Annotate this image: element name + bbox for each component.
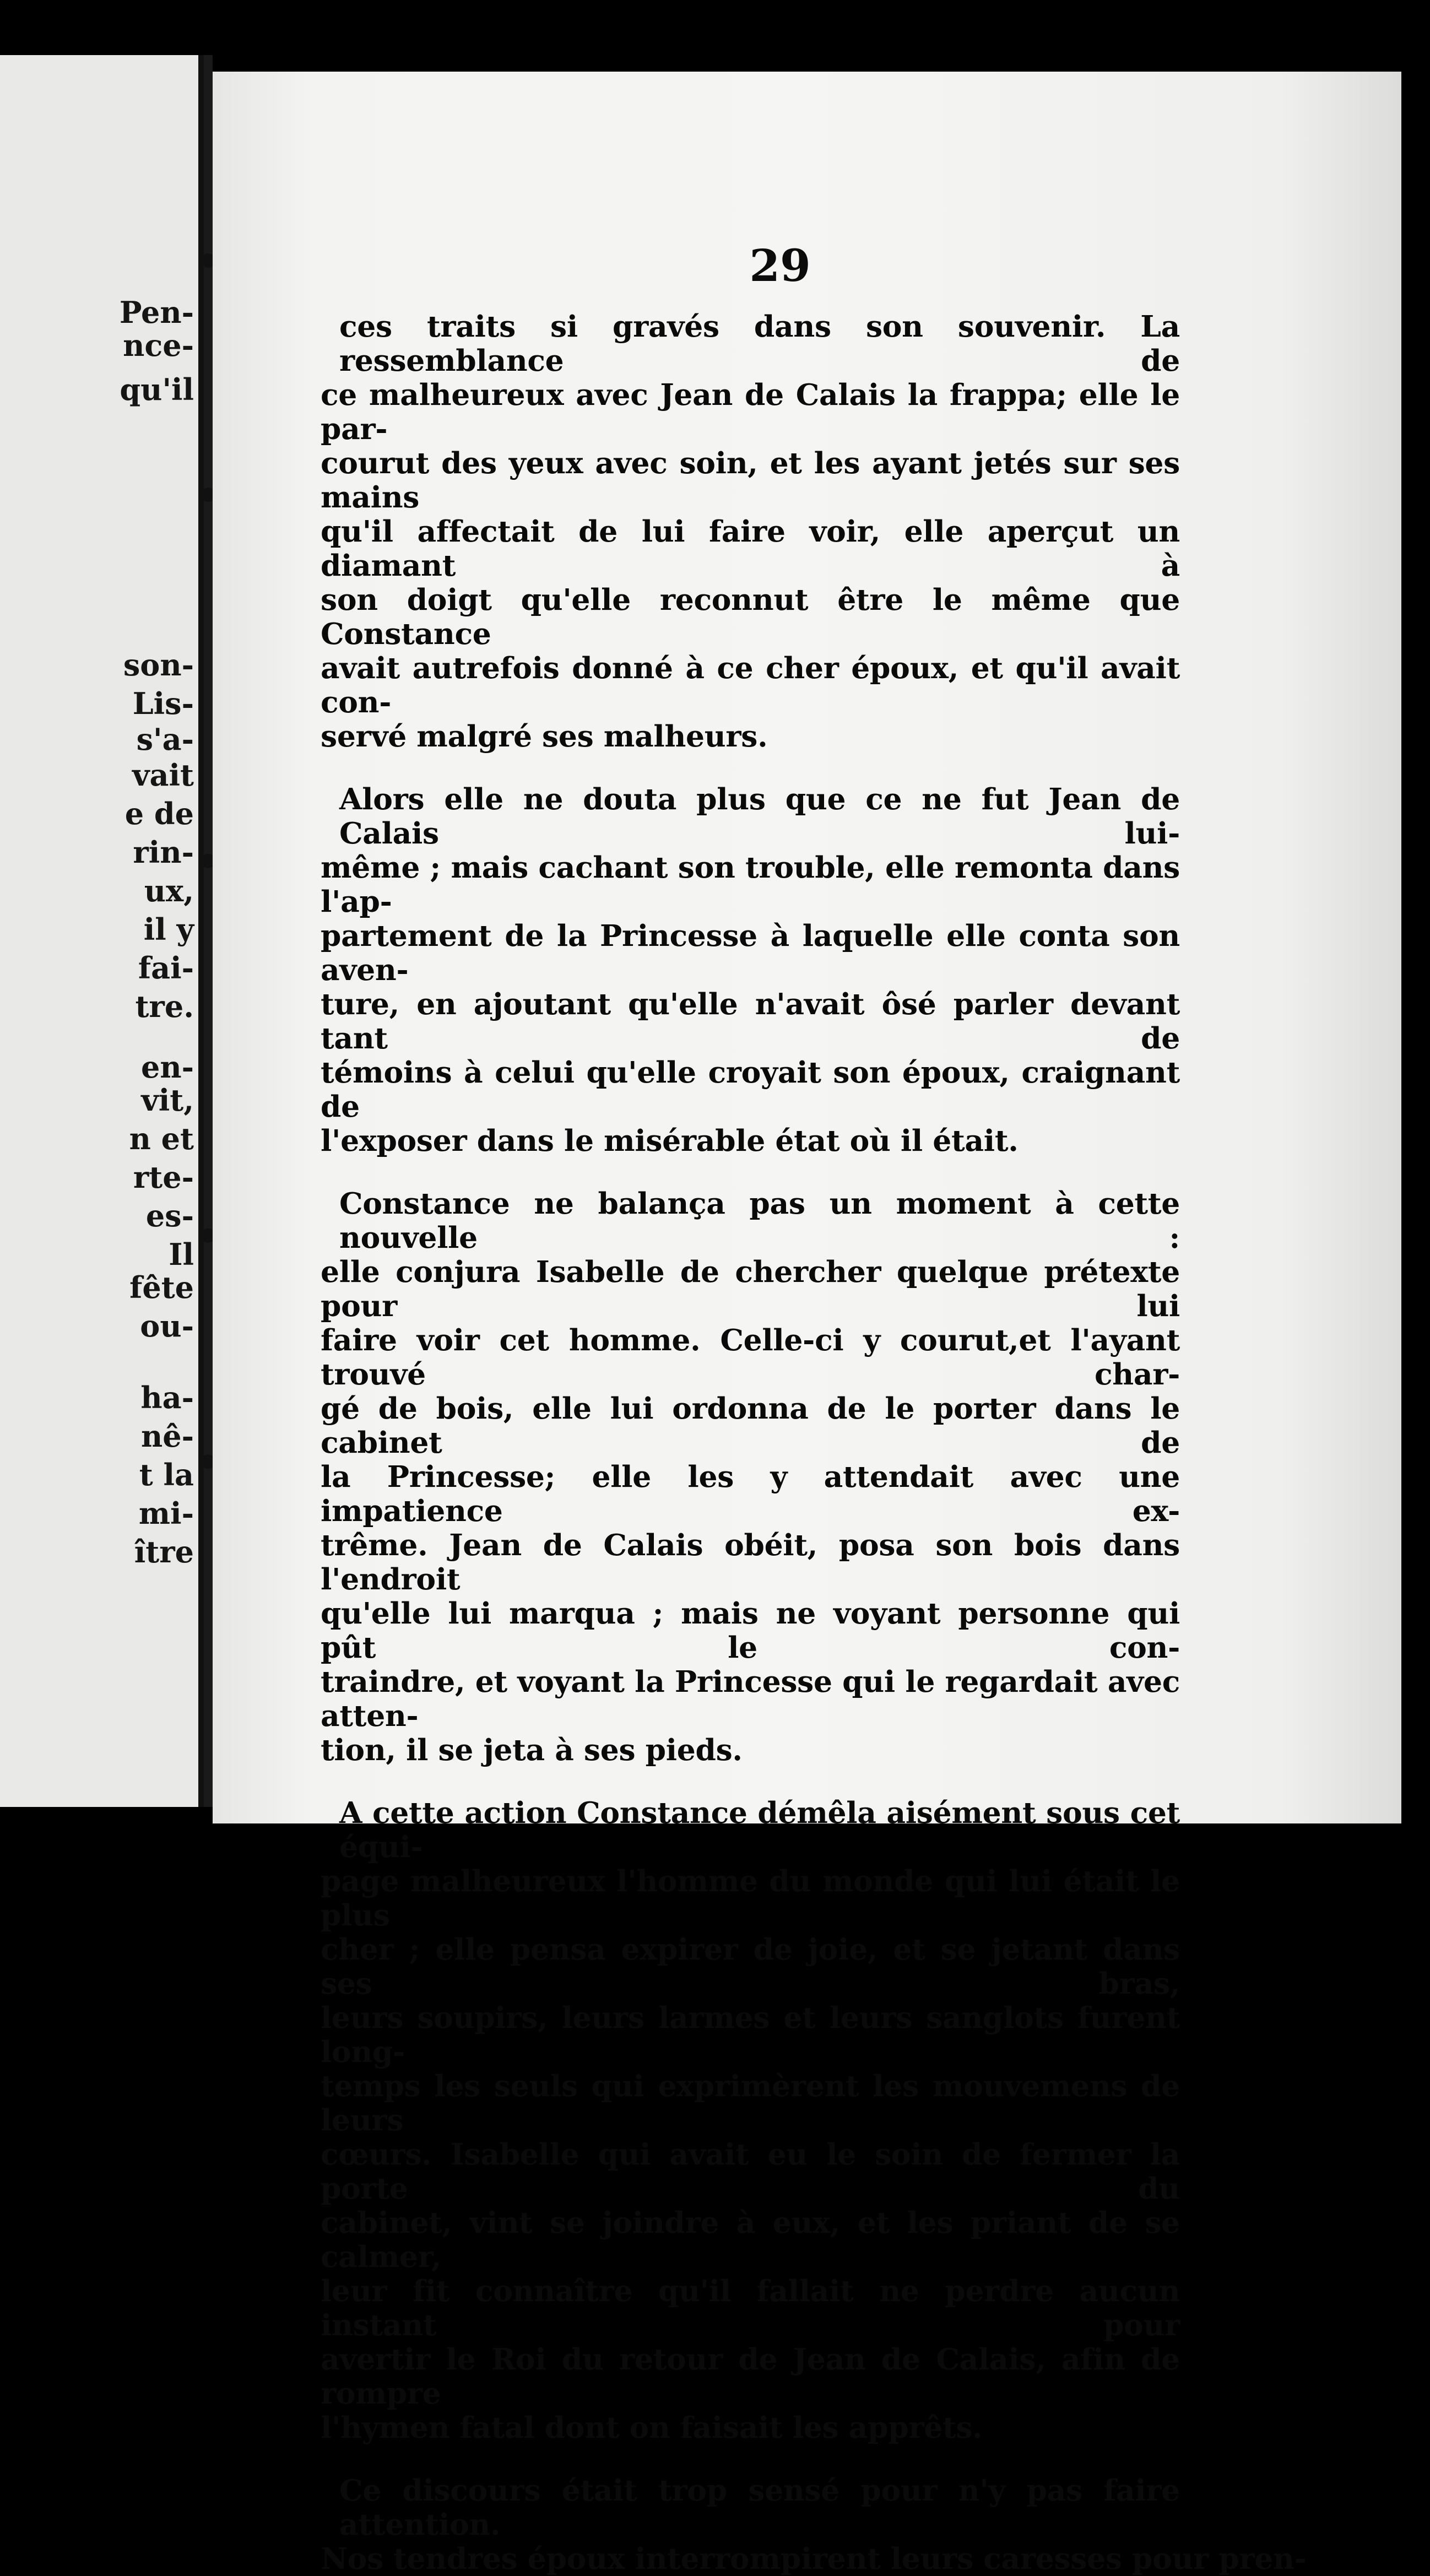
left-page-fragment: nê- <box>140 1419 194 1454</box>
left-page-fragment: ître <box>134 1534 194 1570</box>
text-line: temps les seuls qui exprimèrent les mouvemens de leurs <box>321 2069 1180 2137</box>
text-line: même ; mais cachant son trouble, elle remonta dans l'ap- <box>321 850 1180 919</box>
text-line: ce malheureux avec Jean de Calais la frappa; elle le par- <box>321 377 1180 446</box>
left-page-fragment: n et <box>129 1121 194 1156</box>
text-line: cœurs. Isabelle qui avait eu le soin de fermer la porte du <box>321 2137 1180 2206</box>
text-line: avait autrefois donné à ce cher époux, et qu'il avait con- <box>321 651 1180 719</box>
right-page <box>213 72 1401 2576</box>
text-line: l'exposer dans le misérable état où il était. <box>321 1123 1019 1158</box>
text-line: trême. Jean de Calais obéit, posa son bois dans l'endroit <box>321 1528 1180 1597</box>
left-page-fragment: nce- <box>123 328 194 363</box>
left-page-fragment: es- <box>145 1198 194 1233</box>
text-line: faire voir cet homme. Celle-ci y courut,et l'ayant trouvé char- <box>321 1323 1180 1392</box>
left-page-fragment: mi- <box>138 1496 194 1531</box>
left-page-fragment: il y <box>143 912 194 947</box>
paragraph-gap <box>321 1767 1180 1796</box>
left-page-fragment: fête <box>129 1270 194 1305</box>
text-line: Alors elle ne douta plus que ce ne fut Jean de Calais lui- <box>339 782 1180 851</box>
text-line: Constance ne balança pas un moment à cette nouvelle : <box>339 1186 1180 1255</box>
left-page <box>0 55 204 1807</box>
text-line: partement de la Princesse à laquelle elle conta son aven- <box>321 918 1180 987</box>
text-line: son doigt qu'elle reconnut être le même que Constance <box>321 582 1180 651</box>
text-line: ces traits si gravés dans son souvenir. La ressemblance de <box>339 309 1180 378</box>
text-line: page malheureux l'homme du monde qui lui était le plus <box>321 1864 1180 1933</box>
text-line: Ce discours était trop sensé pour n'y pas faire attention. <box>339 2473 1180 2542</box>
left-page-fragment: t la <box>139 1457 194 1492</box>
left-page-fragment: e de <box>124 796 194 831</box>
left-page-fragment: s'a- <box>136 722 194 757</box>
left-page-fragment: ha- <box>140 1380 194 1415</box>
paragraph <box>321 310 1180 754</box>
text-line: avertir le Roi du retour de Jean de Calais, afin de rompre <box>321 2342 1180 2411</box>
text-line: ture, en ajoutant qu'elle n'avait ôsé parler devant tant de <box>321 987 1180 1056</box>
text-line: traindre, et voyant la Princesse qui le regardait avec atten- <box>321 1664 1180 1733</box>
left-page-edge <box>198 55 204 1807</box>
paragraph-gap <box>321 754 1180 782</box>
text-line: A cette action Constance démêla aisément sous cet équi- <box>339 1795 1180 1864</box>
left-page-fragment: Lis- <box>132 686 194 721</box>
text-line: servé malgré ses malheurs. <box>321 719 768 754</box>
left-page-fragment: Il <box>169 1237 194 1272</box>
left-page-fragment: qu'il <box>120 372 194 407</box>
page-number: 29 <box>749 240 811 291</box>
text-line: elle conjura Isabelle de chercher quelque prétexte pour lui <box>321 1254 1180 1323</box>
left-page-fragment: vait <box>132 757 194 793</box>
text-line: qu'elle lui marqua ; mais ne voyant personne qui pût le con- <box>321 1596 1180 1665</box>
text-line: leur fit connaître qu'il fallait ne perdre aucun instant pour <box>321 2274 1180 2342</box>
paragraph-gap <box>321 1158 1180 1187</box>
left-page-fragment: Pen- <box>119 295 194 330</box>
text-line: cher ; elle pensa expirer de joie, et se jetant dans ses bras, <box>321 1932 1180 2001</box>
left-page-fragment: son- <box>123 647 194 683</box>
text-line: qu'il affectait de lui faire voir, elle aperçut un diamant à <box>321 514 1180 583</box>
left-page-fragment: en- <box>140 1049 194 1085</box>
paragraph <box>321 1796 1180 2445</box>
left-page-fragment: rte- <box>133 1160 194 1195</box>
left-page-fragment: rin- <box>133 835 194 870</box>
body-text <box>321 309 1307 2576</box>
left-page-fragment: tre. <box>135 989 194 1024</box>
text-line: leurs soupirs, leurs larmes et leurs sanglots furent long- <box>321 2000 1180 2069</box>
paragraph <box>321 782 1180 1158</box>
text-line: tion, il se jeta à ses pieds. <box>321 1733 743 1767</box>
text-line: la Princesse; elle les y attendait avec une impatience ex- <box>321 1459 1180 1528</box>
book-gutter <box>204 55 213 1807</box>
text-line: Nos tendres époux interrompirent leurs caresses pour pren- <box>321 2541 1307 2576</box>
text-line: courut des yeux avec soin, et les ayant jetés sur ses mains <box>321 446 1180 515</box>
paragraph-gap <box>321 2445 1180 2474</box>
left-page-fragment: ux, <box>144 873 194 908</box>
left-page-fragment: ou- <box>140 1308 194 1344</box>
text-line: l'hymen fatal dont on faisait les apprêts. <box>321 2410 983 2445</box>
text-line: gé de bois, elle lui ordonna de le porter dans le cabinet de <box>321 1391 1180 1460</box>
text-line: cabinet, vint se joindre à eux, et les priant de se calmer, <box>321 2205 1180 2274</box>
left-page-fragment: vit, <box>141 1083 194 1118</box>
paragraph <box>321 2473 1307 2576</box>
paragraph <box>321 1187 1180 1767</box>
text-line: témoins à celui qu'elle croyait son époux, craignant de <box>321 1055 1180 1124</box>
left-page-fragment: fai- <box>138 950 194 986</box>
left-page-fragments <box>0 55 198 1807</box>
